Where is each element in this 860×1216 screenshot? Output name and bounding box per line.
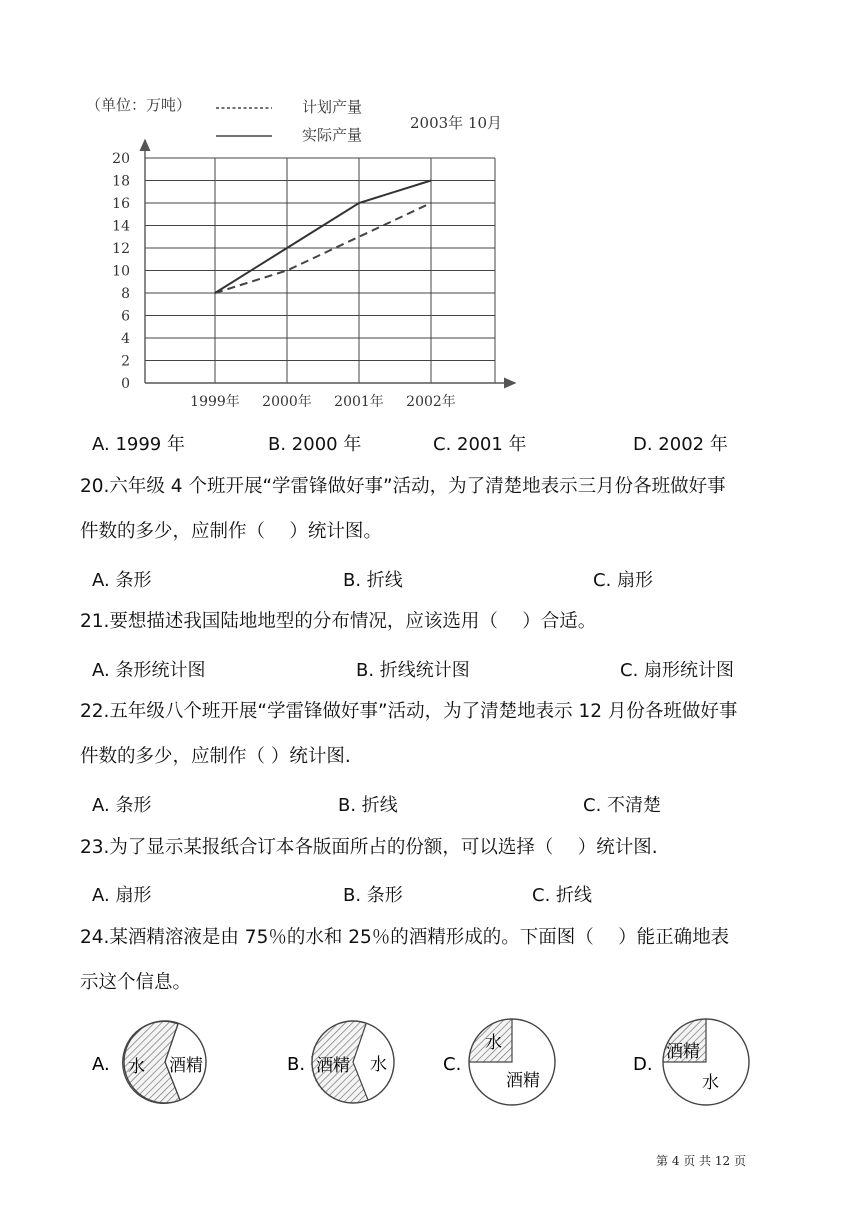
legend-planned-label: 计划产量 xyxy=(302,98,363,116)
y-tick-label: 12 xyxy=(112,241,130,257)
y-axis-ticks xyxy=(112,151,130,392)
chart-grid xyxy=(145,158,495,383)
pie-option-a-letter: A. xyxy=(92,1054,110,1075)
y-tick-label: 20 xyxy=(112,151,130,167)
y-tick-label: 14 xyxy=(112,218,130,235)
pie-c-other-label: 酒精 xyxy=(506,1071,540,1091)
x-tick-label: 2002年 xyxy=(406,394,456,410)
pie-option-b[interactable] xyxy=(287,1021,394,1103)
pie-c-shaded-label: 水 xyxy=(485,1033,502,1053)
y-tick-label: 10 xyxy=(112,263,130,280)
pie-a-other-label: 酒精 xyxy=(169,1056,203,1076)
q23-text: 23.为了显示某报纸合订本各版面所占的份额，可以选择（ ）统计图. xyxy=(80,837,658,858)
pie-a-shaded-label: 水 xyxy=(128,1057,145,1077)
q22-option-a[interactable]: A. 条形 xyxy=(92,795,152,816)
pie-d-shaded-label: 酒精 xyxy=(666,1042,700,1062)
q20-text-line1: 20.六年级 4 个班开展“学雷锋做好事”活动，为了清楚地表示三月份各班做好事 xyxy=(80,476,726,497)
chart-date-label: 2003年 10月 xyxy=(410,114,503,132)
pie-b-shaded-label: 酒精 xyxy=(316,1056,350,1076)
pie-options xyxy=(0,1000,860,1120)
pie-option-a[interactable] xyxy=(92,1021,206,1103)
y-tick-label: 6 xyxy=(121,308,130,325)
q19-option-a[interactable]: A. 1999 年 xyxy=(92,434,185,455)
q21-option-c[interactable]: C. 扇形统计图 xyxy=(620,660,735,681)
production-line-chart xyxy=(80,88,530,418)
y-tick-label: 18 xyxy=(112,173,130,190)
pie-d-other-label: 水 xyxy=(702,1073,719,1093)
pie-option-d-letter: D. xyxy=(633,1054,653,1075)
pie-option-c[interactable] xyxy=(443,1019,555,1105)
q19-option-c[interactable]: C. 2001 年 xyxy=(433,434,527,455)
q20-option-a[interactable]: A. 条形 xyxy=(92,570,152,591)
q20-option-c[interactable]: C. 扇形 xyxy=(593,570,654,591)
q23-option-c[interactable]: C. 折线 xyxy=(532,885,593,906)
q19-option-b[interactable]: B. 2000 年 xyxy=(268,434,362,455)
q22-text-line2: 件数的多少，应制作（ ）统计图. xyxy=(80,746,351,767)
pie-b-other-label: 水 xyxy=(370,1055,387,1075)
q22-option-c[interactable]: C. 不清楚 xyxy=(583,795,662,816)
pie-option-c-letter: C. xyxy=(443,1054,462,1075)
chart-unit-label: （单位：万吨） xyxy=(86,96,192,114)
legend-actual-label: 实际产量 xyxy=(302,126,363,144)
q21-option-b[interactable]: B. 折线统计图 xyxy=(356,660,470,681)
series-actual-line xyxy=(215,181,431,294)
q20-text-line2: 件数的多少，应制作（ ）统计图。 xyxy=(80,521,382,542)
y-tick-label: 0 xyxy=(121,376,130,392)
y-tick-label: 2 xyxy=(121,353,130,370)
x-axis-ticks xyxy=(190,393,456,410)
q24-text-line2: 示这个信息。 xyxy=(80,972,192,993)
y-tick-label: 8 xyxy=(121,286,130,302)
q21-text: 21.要想描述我国陆地地型的分布情况，应该选用（ ）合适。 xyxy=(80,611,597,632)
page-footer: 第 4 页 共 12 页 xyxy=(656,1154,746,1168)
x-tick-label: 2000年 xyxy=(262,394,312,410)
y-tick-label: 16 xyxy=(112,196,130,212)
q23-option-a[interactable]: A. 扇形 xyxy=(92,885,152,906)
pie-option-d[interactable] xyxy=(633,1019,749,1105)
pie-option-b-letter: B. xyxy=(287,1054,306,1075)
x-tick-label: 1999年 xyxy=(190,394,240,410)
q22-option-b[interactable]: B. 折线 xyxy=(338,795,398,816)
q22-text-line1: 22.五年级八个班开展“学雷锋做好事”活动，为了清楚地表示 12 月份各班做好事 xyxy=(80,701,738,722)
q19-option-d[interactable]: D. 2002 年 xyxy=(633,434,728,455)
y-tick-label: 4 xyxy=(121,331,130,347)
q20-option-b[interactable]: B. 折线 xyxy=(343,570,403,591)
q21-option-a[interactable]: A. 条形统计图 xyxy=(92,660,206,681)
q23-option-b[interactable]: B. 条形 xyxy=(343,885,403,906)
q24-text-line1: 24.某酒精溶液是由 75％的水和 25％的酒精形成的。下面图（ ）能正确地表 xyxy=(80,927,730,948)
x-tick-label: 2001年 xyxy=(334,394,384,410)
